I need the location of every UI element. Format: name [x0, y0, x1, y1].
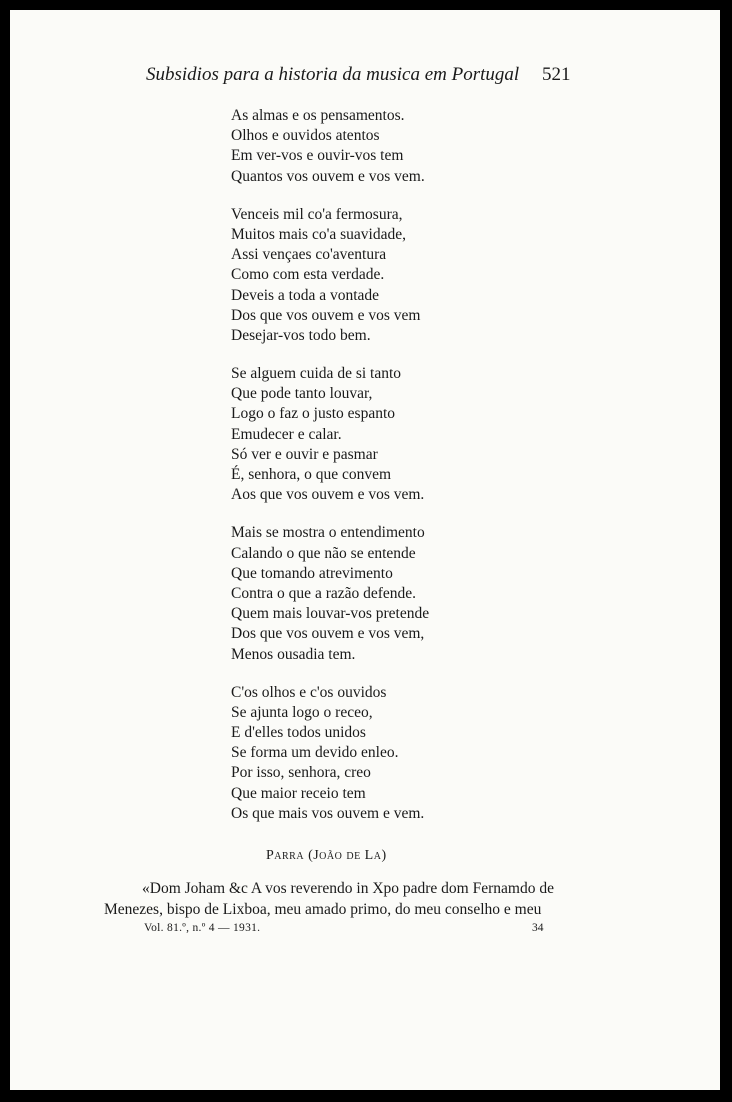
verse-line: Só ver e ouvir e pasmar	[231, 445, 378, 463]
verse-line: Quem mais louvar-vos pretende	[231, 605, 430, 623]
prose-paragraph	[104, 878, 584, 920]
verse-line: Mais se mostra o entendimento	[231, 524, 425, 542]
signature-mark: 34	[532, 922, 544, 934]
verse-line: Dos que vos ouvem e vos vem	[231, 306, 421, 324]
verse-line: Em ver-vos e ouvir-vos tem	[231, 147, 404, 165]
verse-line: Que maior receio tem	[231, 784, 366, 802]
verse-line: Calando o que não se entende	[231, 544, 416, 562]
verse-line: Que pode tanto louvar,	[231, 385, 373, 403]
verse-line: Deveis a toda a vontade	[231, 286, 380, 304]
verse-line: Venceis mil co'a fermosura,	[231, 205, 403, 223]
document-page	[10, 10, 720, 1090]
page-number: 521	[542, 64, 571, 85]
verse-line: E d'elles todos unidos	[231, 724, 366, 742]
prose-line: «Dom Joham &c A vos reverendo in Xpo padre dom Fernamdo de	[142, 880, 554, 897]
verse-line: Contra o que a razão defende.	[231, 584, 417, 602]
stanza	[231, 364, 671, 505]
verse-line: C'os olhos e c'os ouvidos	[231, 683, 387, 701]
verse-line: Menos ousadia tem.	[231, 645, 356, 663]
verse-line: Assi vençaes co'aventura	[231, 246, 387, 264]
verse-line: Se forma um devido enleo.	[231, 744, 399, 762]
stanza	[231, 106, 671, 187]
stanza	[231, 205, 671, 346]
verse-line: Se ajunta logo o receo,	[231, 703, 373, 721]
verse-line: Logo o faz o justo espanto	[231, 405, 396, 423]
verse-line: Desejar-vos todo bem.	[231, 326, 371, 344]
verse-line: Aos que vos ouvem e vos vem.	[231, 486, 425, 504]
verse-line: É, senhora, o que convem	[231, 466, 392, 483]
verse-line: Dos que vos ouvem e vos vem,	[231, 625, 425, 643]
poem	[231, 106, 671, 842]
prose-line: Menezes, bispo de Lixboa, meu amado primo, do meu conselho e meu	[104, 901, 542, 918]
stanza	[231, 683, 671, 824]
verse-line: As almas e os pensamentos.	[231, 107, 405, 124]
verse-line: Se alguem cuida de si tanto	[231, 365, 402, 383]
verse-line: Como com esta verdade.	[231, 266, 385, 284]
verse-line: Muitos mais co'a suavidade,	[231, 225, 406, 243]
verse-line: Por isso, senhora, creo	[231, 764, 371, 782]
stanza	[231, 523, 671, 664]
verse-line: Quantos vos ouvem e vos vem.	[231, 167, 425, 185]
running-title: Subsidios para a historia da musica em Portugal	[146, 64, 520, 85]
verse-line: Os que mais vos ouvem e vem.	[231, 804, 425, 822]
verse-line: Olhos e ouvidos atentos	[231, 127, 380, 145]
volume-footer: Vol. 81.º, n.º 4 — 1931.	[144, 922, 261, 934]
section-heading: Parra (João de La)	[266, 848, 387, 863]
verse-line: Emudecer e calar.	[231, 425, 342, 443]
verse-line: Que tomando atrevimento	[231, 564, 393, 582]
